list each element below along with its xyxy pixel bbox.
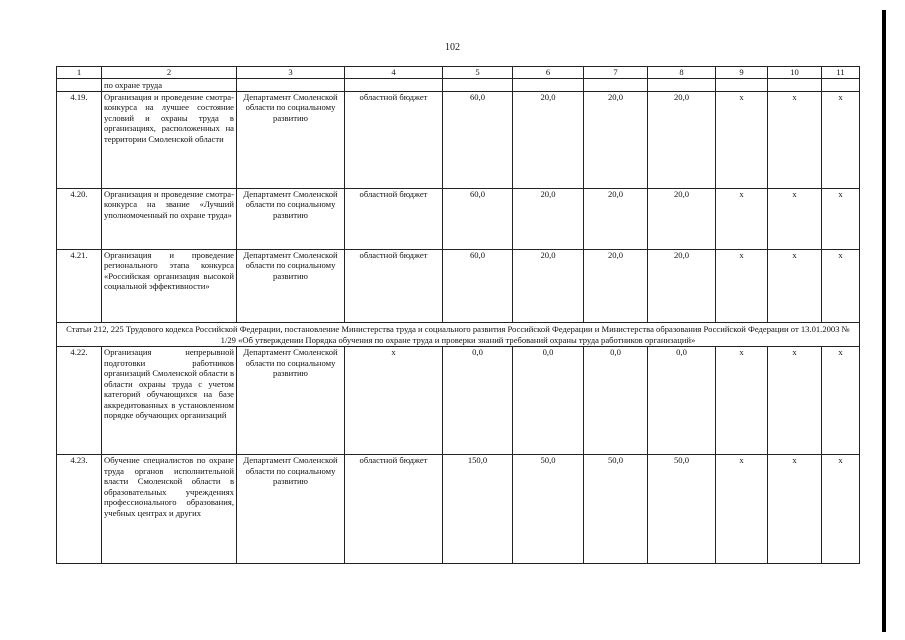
value-col-9: x bbox=[716, 250, 768, 323]
value-col-11: x bbox=[822, 455, 860, 564]
table-row bbox=[57, 189, 860, 250]
value-col-10: x bbox=[768, 455, 822, 564]
legal-basis-row bbox=[57, 323, 860, 347]
total-amount: 60,0 bbox=[443, 250, 513, 323]
value-col-10: x bbox=[768, 189, 822, 250]
amount-col-8: 20,0 bbox=[648, 189, 716, 250]
funding-source: областной бюджет bbox=[345, 92, 443, 189]
amount-col-6: 50,0 bbox=[513, 455, 584, 564]
column-header: 6 bbox=[513, 67, 584, 79]
value-col-11: x bbox=[822, 92, 860, 189]
value-col-10: x bbox=[768, 347, 822, 455]
total-amount: 60,0 bbox=[443, 92, 513, 189]
funding-source: областной бюджет bbox=[345, 455, 443, 564]
row-number: 4.20. bbox=[57, 189, 102, 250]
column-header: 4 bbox=[345, 67, 443, 79]
measure-name: Организация и проведение смотра-конкурса на лучшее состояние условий и охраны труда в организациях, расположенных на территории Смоленской области bbox=[102, 92, 237, 189]
value-col-11: x bbox=[822, 189, 860, 250]
table-row bbox=[57, 347, 860, 455]
value-col-10: x bbox=[768, 92, 822, 189]
row-number: 4.23. bbox=[57, 455, 102, 564]
total-amount: 60,0 bbox=[443, 189, 513, 250]
amount-col-7: 20,0 bbox=[584, 189, 648, 250]
value-col-9: x bbox=[716, 455, 768, 564]
amount-col-8: 50,0 bbox=[648, 455, 716, 564]
executor: Департамент Смоленской области по социальному развитию bbox=[237, 250, 345, 323]
column-header: 3 bbox=[237, 67, 345, 79]
amount-col-6: 20,0 bbox=[513, 250, 584, 323]
page-number: 102 bbox=[445, 42, 460, 53]
table-row bbox=[57, 455, 860, 564]
value-col-9: x bbox=[716, 189, 768, 250]
row-number: 4.22. bbox=[57, 347, 102, 455]
value-col-10: x bbox=[768, 250, 822, 323]
funding-source: областной бюджет bbox=[345, 250, 443, 323]
funding-source: областной бюджет bbox=[345, 189, 443, 250]
executor: Департамент Смоленской области по социальному развитию bbox=[237, 347, 345, 455]
column-header: 11 bbox=[822, 67, 860, 79]
column-header: 1 bbox=[57, 67, 102, 79]
executor: Департамент Смоленской области по социальному развитию bbox=[237, 189, 345, 250]
scan-edge-bar bbox=[882, 10, 886, 632]
legal-basis-text: Статьи 212, 225 Трудового кодекса Российской Федерации, постановление Министерства труда и социального развития Российской Федерации и Министерства образования Российской Федерации от 13.01.2003 № 1/29 «Об утверждении Порядка обучения по охране труда и проверки знаний требований охраны труда работников организаций» bbox=[57, 323, 860, 347]
amount-col-7: 20,0 bbox=[584, 250, 648, 323]
total-amount: 0,0 bbox=[443, 347, 513, 455]
value-col-11: x bbox=[822, 347, 860, 455]
value-col-9: x bbox=[716, 347, 768, 455]
column-header: 9 bbox=[716, 67, 768, 79]
continuation-row bbox=[57, 79, 860, 92]
column-header: 2 bbox=[102, 67, 237, 79]
measure-name: Организация и проведение смотра-конкурса на звание «Лучший уполномоченный по охране труда» bbox=[102, 189, 237, 250]
column-header: 10 bbox=[768, 67, 822, 79]
value-col-11: x bbox=[822, 250, 860, 323]
column-header: 8 bbox=[648, 67, 716, 79]
amount-col-6: 20,0 bbox=[513, 189, 584, 250]
row-number: 4.21. bbox=[57, 250, 102, 323]
amount-col-7: 0,0 bbox=[584, 347, 648, 455]
amount-col-8: 20,0 bbox=[648, 92, 716, 189]
column-header: 7 bbox=[584, 67, 648, 79]
value-col-9: x bbox=[716, 92, 768, 189]
measure-name: Организация и проведение регионального этапа конкурса «Российская организация высокой социальной эффективности» bbox=[102, 250, 237, 323]
row-number: 4.19. bbox=[57, 92, 102, 189]
column-header: 5 bbox=[443, 67, 513, 79]
amount-col-6: 20,0 bbox=[513, 92, 584, 189]
table-row bbox=[57, 250, 860, 323]
funding-source: x bbox=[345, 347, 443, 455]
continuation-text: по охране труда bbox=[102, 79, 237, 92]
total-amount: 150,0 bbox=[443, 455, 513, 564]
measure-name: Организация непрерывной подготовки работников организаций Смоленской области в области охраны труда с учетом категорий обучающихся на базе аккредитованных в установленном порядке обучающих организаций bbox=[102, 347, 237, 455]
program-measures-table bbox=[56, 66, 860, 564]
table-row bbox=[57, 92, 860, 189]
amount-col-8: 0,0 bbox=[648, 347, 716, 455]
measure-name: Обучение специалистов по охране труда органов исполнительной власти Смоленской области в образовательных учреждениях профессионального образования, учебных центрах и других bbox=[102, 455, 237, 564]
amount-col-6: 0,0 bbox=[513, 347, 584, 455]
amount-col-7: 50,0 bbox=[584, 455, 648, 564]
column-number-row bbox=[57, 67, 860, 79]
amount-col-8: 20,0 bbox=[648, 250, 716, 323]
amount-col-7: 20,0 bbox=[584, 92, 648, 189]
executor: Департамент Смоленской области по социальному развитию bbox=[237, 92, 345, 189]
executor: Департамент Смоленской области по социальному развитию bbox=[237, 455, 345, 564]
